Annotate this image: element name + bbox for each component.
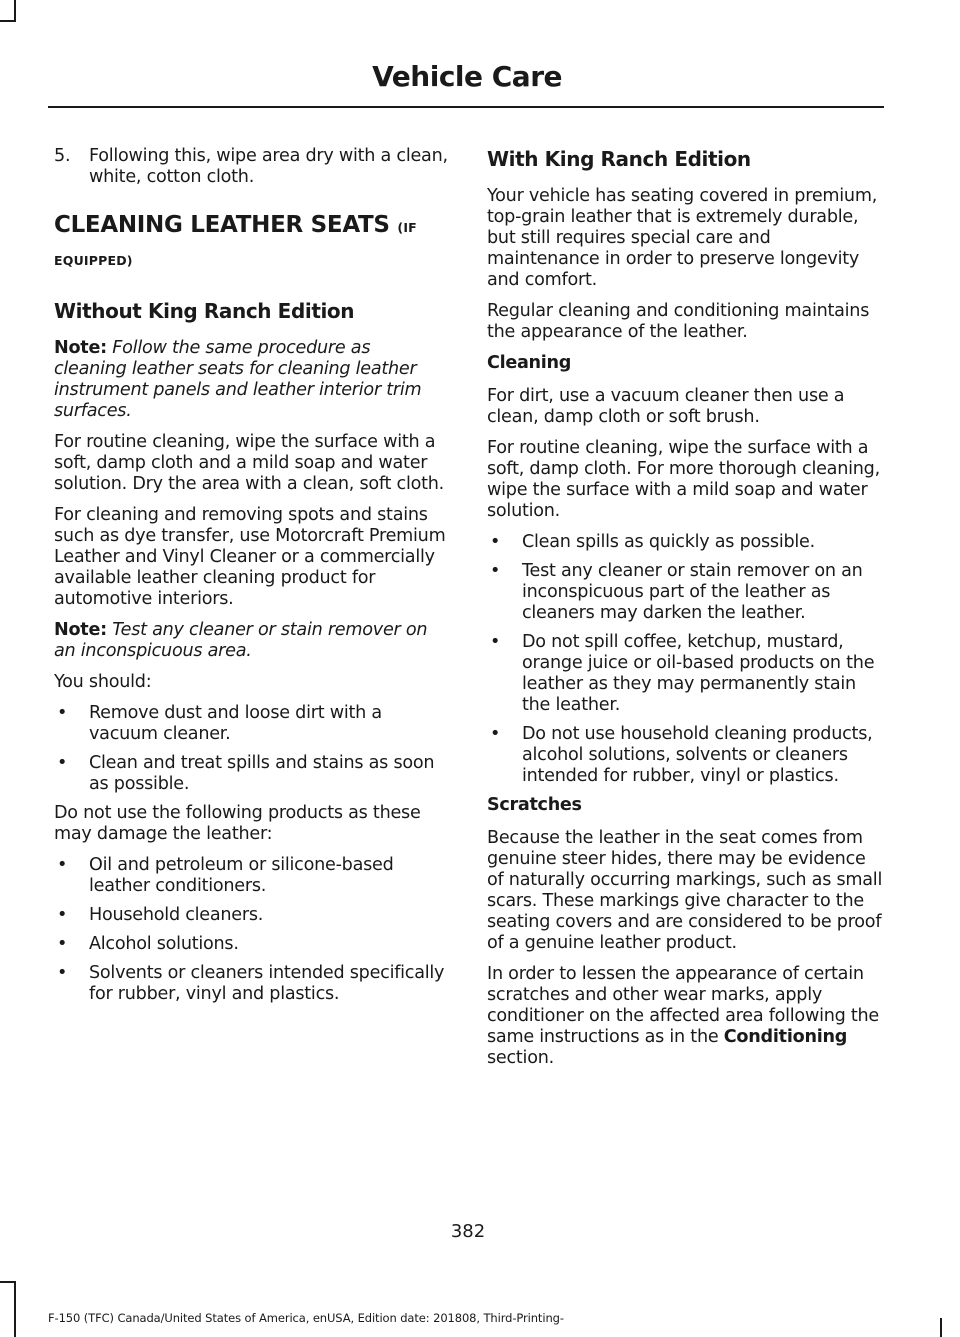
paragraph-steer-hides: Because the leather in the seat comes from genuine steer hides, there may be evidence of naturally occurring markings, such as small scars. These markings give character to the seating covers and are considered to be proof of a genuine leather product. [487, 828, 883, 953]
page-number: 382 [450, 1221, 486, 1242]
bullet: • [57, 963, 68, 983]
note-label: Note: [54, 620, 107, 640]
list-item [54, 963, 448, 1005]
list-cleaning [487, 532, 883, 787]
list-item-text: Oil and petroleum or silicone-based leather conditioners. [89, 855, 394, 896]
list-item-text: Clean spills as quickly as possible. [522, 532, 815, 552]
list-item-text: Test any cleaner or stain remover on an inconspicuous part of the leather as cleaners may darken the leather. [522, 561, 863, 623]
step-number: 5. [54, 146, 71, 166]
list-item [54, 934, 448, 955]
list-do-not-use [54, 855, 448, 1005]
list-item [487, 561, 883, 624]
list-item [54, 855, 448, 897]
paragraph-regular-cleaning: Regular cleaning and conditioning maintains the appearance of the leather. [487, 301, 870, 342]
list-item [54, 905, 448, 926]
note-label: Note: [54, 338, 107, 358]
list-item-text: Household cleaners. [89, 905, 264, 925]
paragraph-spots-stains: For cleaning and removing spots and stains such as dye transfer, use Motorcraft Premium Leather and Vinyl Cleaner or a commercially available leather cleaning product for automotive interiors. [54, 505, 446, 609]
subsection-title-without-king-ranch: Without King Ranch Edition [54, 299, 355, 323]
right-column [487, 146, 883, 1079]
paragraph-you-should: You should: [54, 672, 152, 692]
paragraph-routine-cleaning: For routine cleaning, wipe the surface with a soft, damp cloth and a mild soap and water solution. Dry the area with a clean, soft cloth. [54, 432, 445, 494]
paragraph-text-end: section. [487, 1048, 554, 1068]
header-rule [48, 106, 884, 108]
paragraph-premium-leather: Your vehicle has seating covered in premium, top-grain leather that is extremely durable, but still requires special care and maintenance in order to preserve longevity and comfort. [487, 186, 878, 290]
section-title [54, 210, 448, 276]
heading-cleaning: Cleaning [487, 353, 572, 373]
list-item-text: Do not spill coffee, ketchup, mustard, orange juice or oil-based products on the leather as they may permanently stain the leather. [522, 632, 875, 715]
list-item [487, 724, 883, 787]
list-item-text: Remove dust and loose dirt with a vacuum cleaner. [89, 703, 382, 744]
bullet: • [490, 532, 501, 552]
conditioning-reference: Conditioning [723, 1027, 848, 1047]
heading-scratches: Scratches [487, 795, 582, 815]
crop-mark-top-left-h [0, 20, 16, 22]
step-text: Following this, wipe area dry with a clean, white, cotton cloth. [89, 146, 448, 187]
list-item-text: Do not use household cleaning products, alcohol solutions, solvents or cleaners intended for rubber, vinyl or plastics. [522, 724, 873, 786]
paragraph-do-not-use: Do not use the following products as these may damage the leather: [54, 803, 421, 844]
note-text: Test any cleaner or stain remover on an inconspicuous area. [54, 620, 428, 661]
crop-mark-bottom-left-h [0, 1281, 16, 1283]
note-text: Follow the same procedure as cleaning leather seats for cleaning leather instrument panels and leather interior trim surfaces. [54, 338, 422, 421]
list-item [54, 753, 448, 795]
paragraph-lessen-appearance [487, 964, 883, 1069]
list-item [487, 532, 883, 553]
note-2 [54, 620, 448, 662]
step-5 [54, 146, 448, 188]
subsection-title-with-king-ranch: With King Ranch Edition [487, 147, 751, 171]
crop-mark-bottom-left-v [14, 1281, 16, 1337]
note-1 [54, 338, 448, 422]
paragraph-routine-thorough: For routine cleaning, wipe the surface with a soft, damp cloth. For more thorough cleaning, wipe the surface with a mild soap and water solution. [487, 438, 880, 521]
bullet: • [490, 561, 501, 581]
bullet: • [57, 753, 68, 773]
bullet: • [490, 724, 501, 744]
crop-mark-top-left-v [14, 0, 16, 22]
bullet: • [57, 855, 68, 875]
bullet: • [57, 703, 68, 723]
list-item [54, 703, 448, 745]
list-you-should [54, 703, 448, 795]
list-item-text: Solvents or cleaners intended specifically for rubber, vinyl and plastics. [89, 963, 445, 1004]
bullet: • [57, 905, 68, 925]
section-title-suffix: (IF EQUIPPED) [54, 220, 417, 268]
list-item [487, 632, 883, 716]
left-column [54, 146, 448, 1013]
paragraph-text: In order to lessen the appearance of certain scratches and other wear marks, apply conditioner on the affected area following the same instructions as in the [487, 964, 880, 1047]
bullet: • [490, 632, 501, 652]
section-title-text: CLEANING LEATHER SEATS [54, 212, 390, 238]
footer-edition-text: F-150 (TFC) Canada/United States of America, enUSA, Edition date: 201808, Third-Printing- [48, 1311, 564, 1325]
list-item-text: Clean and treat spills and stains as soon as possible. [89, 753, 435, 794]
bullet: • [57, 934, 68, 954]
paragraph-dirt: For dirt, use a vacuum cleaner then use a clean, damp cloth or soft brush. [487, 386, 845, 427]
crop-mark-bottom-right-v [940, 1318, 942, 1337]
page-header-title: Vehicle Care [372, 60, 562, 93]
list-item-text: Alcohol solutions. [89, 934, 239, 954]
